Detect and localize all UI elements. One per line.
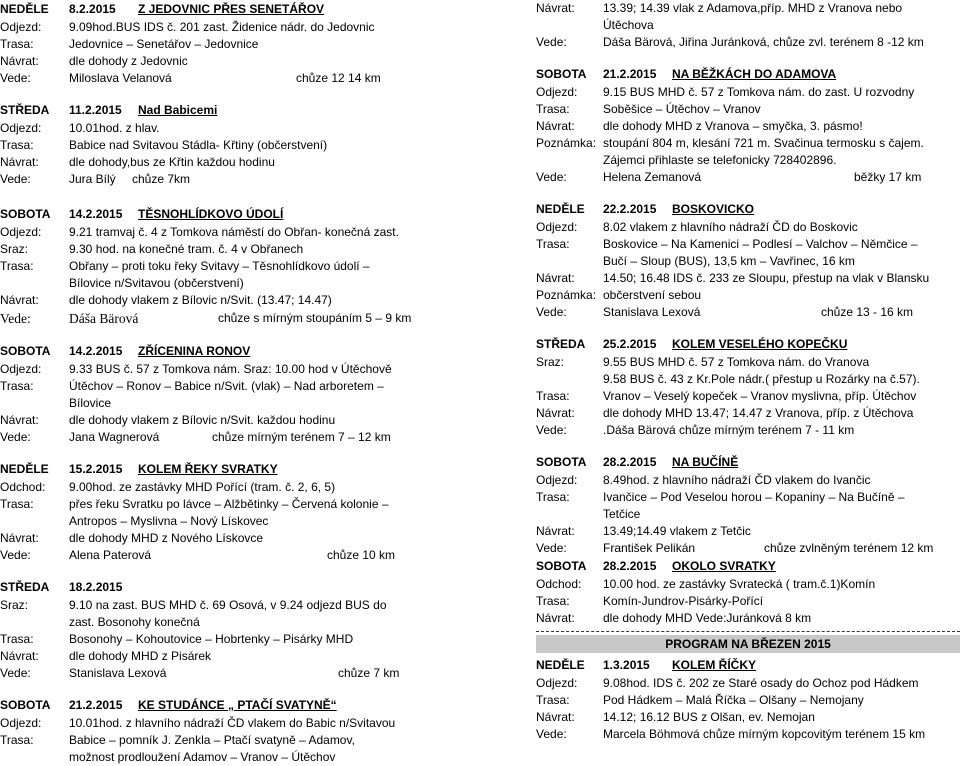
row-value: František Pelikán	[603, 541, 696, 555]
info-row	[536, 506, 960, 523]
row-label: Návrat:	[0, 54, 39, 68]
row-label: Návrat:	[536, 611, 575, 625]
row-distance: chůze zvlněným terénem 12 km	[764, 541, 934, 555]
row-value: 9.00hod. ze zastávky MHD Pořící (tram. č. 2, 6, 5)	[69, 480, 336, 494]
row-label: Odjezd:	[536, 220, 578, 234]
row-label: Odchod:	[0, 480, 46, 494]
event-date: 18.2.2015	[69, 580, 123, 594]
row-value: dle dohody MHD 13.47; 14.47 z Vranova, příp. z Útěchova	[603, 406, 914, 420]
row-value: Tetčice	[603, 507, 641, 521]
row-value: Antropos – Myslivna – Nový Lískovec	[69, 514, 269, 528]
section-header	[536, 557, 960, 576]
event-date: 14.2.2015	[69, 207, 123, 221]
info-row	[536, 354, 960, 371]
section-header	[536, 65, 960, 84]
row-label: Odjezd:	[536, 85, 578, 99]
section-header	[0, 696, 512, 715]
section-s4	[536, 453, 960, 557]
row-value: Bučí – Sloup (BUS), 13,5 km – Vavřinec, 16 km	[603, 254, 855, 268]
row-label: Vede:	[0, 666, 31, 680]
row-label: Vede:	[0, 71, 31, 85]
row-value: Útěchova	[603, 18, 654, 32]
day-name: NEDĚLE	[0, 2, 49, 16]
section-s2	[0, 101, 512, 188]
row-label: Trasa:	[536, 490, 570, 504]
info-row	[536, 709, 960, 726]
info-row	[0, 631, 512, 648]
row-label: Trasa:	[0, 259, 34, 273]
row-label: Sraz:	[536, 355, 565, 369]
info-row	[0, 378, 512, 395]
section-gap	[0, 682, 512, 696]
info-row	[536, 675, 960, 692]
row-value: 10.01hod. z hlav.	[69, 121, 160, 135]
row-value: Dáša Bärová	[69, 311, 139, 326]
info-row	[0, 309, 512, 328]
section-header	[0, 578, 512, 597]
day-name: NEDĚLE	[536, 658, 585, 672]
row-label: Trasa:	[536, 102, 570, 116]
info-row	[0, 732, 512, 749]
row-value: 8.49hod. z hlavního nádraží ČD vlakem do Ivančic	[603, 473, 871, 487]
row-label: Trasa:	[536, 389, 570, 403]
info-row	[536, 287, 960, 304]
row-distance: chůze s mírným stoupáním 5 – 9 km	[218, 311, 412, 325]
row-value: Vranov – Veselý kopeček – Vranov myslivna, příp. Útěchov	[603, 389, 917, 403]
section-gap	[0, 87, 512, 101]
row-value: 9.21 tramvaj č. 4 z Tomkova náměstí do Obřan- konečná zast.	[69, 225, 399, 239]
event-date: 8.2.2015	[69, 2, 116, 16]
row-distance: chůze 7 km	[338, 666, 400, 680]
section-header	[0, 0, 512, 19]
row-value: Ivančice – Pod Veselou horou – Kopaniny – Na Bučíně –	[603, 490, 905, 504]
row-distance: běžky 17 km	[854, 170, 922, 184]
info-row	[536, 0, 960, 17]
day-name: STŘEDA	[536, 337, 586, 351]
row-label: Vede:	[0, 548, 31, 562]
info-row	[0, 292, 512, 309]
day-name: NEDĚLE	[0, 462, 49, 476]
event-date: 22.2.2015	[603, 202, 657, 216]
info-row	[536, 388, 960, 405]
row-value: Obřany – proti toku řeky Svitavy – Těsnohlídkovo údolí –	[69, 259, 370, 273]
section-gap	[536, 321, 960, 335]
event-title: Nad Babicemi	[138, 103, 218, 117]
section-header	[0, 205, 512, 224]
row-label: Návrat:	[536, 710, 575, 724]
row-value: 9.58 BUS č. 43 z Kr.Pole nádr.( přestup u Rozárky na č.57).	[603, 372, 920, 386]
row-value: dle dohody MHD z Nového Lískovce	[69, 531, 264, 545]
row-value: Stanislava Lexová	[603, 305, 701, 319]
info-row	[0, 412, 512, 429]
section-s0	[536, 0, 960, 51]
row-value: občerstvení sebou	[603, 288, 702, 302]
day-name: SOBOTA	[0, 344, 51, 358]
info-row	[0, 36, 512, 53]
row-distance: chůze mírným terénem 7 – 12 km	[212, 430, 391, 444]
row-label: Trasa:	[536, 693, 570, 707]
row-value: 9.10 na zast. BUS MHD č. 69 Osová, v 9.24 odjezd BUS do	[69, 598, 387, 612]
info-row	[0, 53, 512, 70]
section-s3	[536, 335, 960, 439]
section-s3	[0, 205, 512, 328]
row-value: Alena Paterová	[69, 548, 152, 562]
info-row	[536, 270, 960, 287]
info-row	[0, 137, 512, 154]
section-s2	[536, 200, 960, 321]
section-gap	[0, 446, 512, 460]
row-distance: chůze 13 - 16 km	[821, 305, 914, 319]
info-row	[0, 224, 512, 241]
row-label: Sraz:	[0, 598, 29, 612]
info-row	[536, 422, 960, 439]
row-label: Vede:	[536, 423, 567, 437]
row-value: Dáša Bärová, Jiřina Juránková, chůze zvl. terénem 8 -12 km	[603, 35, 924, 49]
row-value: dle dohody MHD z Pisárek	[69, 649, 212, 663]
program-banner: PROGRAM NA BŘEZEN 2015	[536, 635, 960, 653]
section-gap	[536, 439, 960, 453]
row-label: Trasa:	[0, 733, 34, 747]
row-label: Návrat:	[0, 293, 39, 307]
section-s4	[0, 342, 512, 446]
info-row	[536, 489, 960, 506]
row-value: Helena Zemanová	[603, 170, 702, 184]
info-row	[536, 152, 960, 169]
info-row	[536, 118, 960, 135]
row-label: Odjezd:	[0, 716, 42, 730]
row-value: 10.01hod. z hlavního nádraží ČD vlakem do Babic n/Svitavou	[69, 716, 396, 730]
event-title: TĚSNOHLÍDKOVO ÚDOLÍ	[138, 207, 284, 221]
row-value: Zájemci přihlaste se telefonicky 728402896.	[603, 153, 837, 167]
event-date: 14.2.2015	[69, 344, 123, 358]
row-label: Trasa:	[0, 632, 34, 646]
row-value: dle dohody z Jedovnic	[69, 54, 188, 68]
day-name: SOBOTA	[536, 67, 587, 81]
event-title: NA BĚŽKÁCH DO ADAMOVA	[672, 67, 837, 81]
row-value: Jedovnice – Senetářov – Jedovnice	[69, 37, 259, 51]
section-header	[0, 342, 512, 361]
info-row	[0, 749, 512, 766]
row-label: Návrat:	[536, 271, 575, 285]
row-value: zast. Bosonohy konečná	[69, 615, 200, 629]
row-value: Bosonohy – Kohoutovice – Hobrtenky – Pisárky MHD	[69, 632, 354, 646]
row-value: stoupání 804 m, klesání 721 m. Svačinua termosku s čajem.	[603, 136, 924, 150]
row-label: Odjezd:	[536, 473, 578, 487]
event-date: 1.3.2015	[603, 658, 650, 672]
section-s5	[536, 557, 960, 627]
day-name: SOBOTA	[0, 207, 51, 221]
row-label: Vede:	[536, 305, 567, 319]
info-row	[0, 154, 512, 171]
event-date: 11.2.2015	[69, 103, 122, 117]
row-value: Soběšice – Útěchov – Vranov	[603, 102, 761, 116]
row-label: Odjezd:	[0, 362, 42, 376]
row-label: Vede:	[0, 430, 31, 444]
day-name: STŘEDA	[0, 580, 50, 594]
day-name: STŘEDA	[0, 103, 50, 117]
row-label: Poznámka:	[536, 136, 597, 150]
row-value: dle dohody MHD Vede:Juránková 8 km	[603, 611, 812, 625]
row-label: Odjezd:	[0, 20, 42, 34]
info-row	[536, 101, 960, 118]
row-value: 9.09hod.BUS IDS č. 201 zast. Židenice nádr. do Jedovnic	[69, 20, 375, 34]
info-row	[536, 472, 960, 489]
row-value: přes řeku Svratku po lávce – Alžbětinky – Červená kolonie –	[69, 497, 389, 511]
info-row	[536, 253, 960, 270]
info-row	[536, 405, 960, 422]
info-row	[0, 614, 512, 631]
row-value: 9.15 BUS MHD č. 57 z Tomkova nám. do zast. U rozvodny	[603, 85, 915, 99]
row-value: 13.39; 14.39 vlak z Adamova,příp. MHD z Vranova nebo	[603, 1, 903, 15]
info-row	[0, 171, 512, 188]
info-row	[0, 496, 512, 513]
section-gap	[0, 564, 512, 578]
row-label: Návrat:	[536, 1, 575, 15]
row-label: Vede:	[536, 541, 567, 555]
info-row	[536, 726, 960, 743]
row-label: Návrat:	[0, 413, 39, 427]
row-distance: chůze 7km	[132, 172, 191, 186]
section-s7	[0, 696, 512, 766]
info-row	[536, 576, 960, 593]
info-row	[0, 19, 512, 36]
section-header	[536, 200, 960, 219]
section-header	[0, 101, 512, 120]
event-title: KOLEM VESELÉHO KOPEČKU	[672, 337, 848, 351]
event-date: 28.2.2015	[603, 455, 657, 469]
section-gap	[536, 51, 960, 65]
info-row	[0, 395, 512, 412]
row-label: Vede:	[0, 311, 31, 326]
event-title: KOLEM ŘÍČKY	[672, 658, 756, 672]
row-label: Vede:	[536, 170, 567, 184]
row-value: 9.55 BUS MHD č. 57 z Tomkova nám. do Vranova	[603, 355, 870, 369]
info-row	[536, 219, 960, 236]
row-value: dle dohody MHD z Vranova – smyčka, 3. pásmo!	[603, 119, 863, 133]
event-date: 28.2.2015	[603, 559, 657, 573]
info-row	[536, 593, 960, 610]
info-row	[536, 169, 960, 186]
event-title: BOSKOVICKO	[672, 202, 755, 216]
info-row	[536, 371, 960, 388]
info-row	[0, 361, 512, 378]
info-row	[0, 429, 512, 446]
row-label: Odjezd:	[536, 676, 578, 690]
section-header	[536, 335, 960, 354]
row-value: dle dohody vlakem z Bílovic n/Svit. každou hodinu	[69, 413, 336, 427]
row-value: Babice nad Svitavou Stádla- Křtiny (občerstvení)	[69, 138, 328, 152]
event-title: NA BUČÍNĚ	[672, 455, 739, 469]
row-value: 9.33 BUS č. 57 z Tomkova nám. Sraz: 10.00 hod v Útěchově	[69, 362, 392, 376]
row-value: 8.02 vlakem z hlavního nádraží ČD do Boskovic	[603, 220, 858, 234]
section-header	[536, 656, 960, 675]
info-row	[0, 547, 512, 564]
row-value: dle dohody,bus ze Křtin každou hodinu	[69, 155, 275, 169]
row-value: Jura Bílý	[69, 172, 116, 186]
row-value: Bílovice n/Svitavou (občerstvení)	[69, 276, 244, 290]
info-row	[0, 241, 512, 258]
row-label: Návrat:	[536, 406, 575, 420]
dashed-divider	[536, 631, 960, 632]
row-value: Stanislava Lexová	[69, 666, 167, 680]
row-value: 14.50; 16.48 IDS č. 233 ze Sloupu, přestup na vlak v Blansku	[603, 271, 930, 285]
row-label: Vede:	[0, 172, 31, 186]
info-row	[536, 692, 960, 709]
section-s6	[536, 656, 960, 743]
row-label: Vede:	[536, 727, 567, 741]
info-row	[0, 258, 512, 275]
event-title: Z JEDOVNIC PŘES SENETÁŘOV	[138, 2, 325, 16]
row-label: Sraz:	[0, 242, 29, 256]
row-value: 9.08hod. IDS č. 202 ze Staré osady do Ochoz pod Hádkem	[603, 676, 919, 690]
info-row	[536, 34, 960, 51]
info-row	[536, 304, 960, 321]
row-label: Odjezd:	[0, 121, 42, 135]
row-label: Trasa:	[536, 237, 570, 251]
day-name: SOBOTA	[536, 455, 587, 469]
row-value: dle dohody vlakem z Bílovic n/Svit. (13.47; 14.47)	[69, 293, 332, 307]
event-title: OKOLO SVRATKY	[672, 559, 776, 573]
row-value: 13.49;14.49 vlakem z Tetčic	[603, 524, 751, 538]
row-label: Návrat:	[536, 119, 575, 133]
row-value: Babice – pomník J. Zenkla – Ptačí svatyně – Adamov,	[69, 733, 355, 747]
event-title: KOLEM ŘEKY SVRATKY	[138, 462, 278, 476]
info-row	[536, 236, 960, 253]
info-row	[0, 597, 512, 614]
info-row	[0, 120, 512, 137]
row-label: Vede:	[536, 35, 567, 49]
info-row	[536, 17, 960, 34]
event-date: 21.2.2015	[69, 698, 123, 712]
row-label: Návrat:	[0, 531, 39, 545]
day-name: SOBOTA	[536, 559, 587, 573]
row-label: Poznámka:	[536, 288, 597, 302]
event-title: KE STUDÁNCE „ PTAČÍ SVATYNĚ“	[138, 698, 337, 712]
info-row	[536, 540, 960, 557]
info-row	[536, 84, 960, 101]
row-value: Pod Hádkem – Malá Říčka – Olšany – Nemojany	[603, 693, 864, 707]
section-s6	[0, 578, 512, 682]
info-row	[0, 513, 512, 530]
row-value: 10.00 hod. ze zastávky Svratecká ( tram.č.1)Komín	[603, 577, 876, 591]
info-row	[0, 648, 512, 665]
row-value: Boskovice – Na Kamenici – Podlesí – Valchov – Němčice –	[603, 237, 918, 251]
section-gap	[536, 186, 960, 200]
row-label: Trasa:	[0, 379, 34, 393]
info-row	[0, 479, 512, 496]
row-label: Odjezd:	[0, 225, 42, 239]
row-value: Komín-Jundrov-Pisárky-Pořící	[603, 594, 764, 608]
row-value: .Dáša Bärová chůze mírným terénem 7 - 11 km	[603, 423, 855, 437]
row-value: Útěchov – Ronov – Babice n/Svit. (vlak) – Nad arboretem –	[69, 379, 384, 393]
row-value: Bílovice	[69, 396, 112, 410]
row-label: Trasa:	[0, 138, 34, 152]
section-gap	[0, 188, 512, 205]
event-date: 25.2.2015	[603, 337, 657, 351]
day-name: SOBOTA	[0, 698, 51, 712]
info-row	[0, 275, 512, 292]
info-row	[0, 70, 512, 87]
section-gap	[0, 328, 512, 342]
info-row	[536, 135, 960, 152]
right-column	[536, 0, 960, 743]
row-label: Trasa:	[536, 594, 570, 608]
row-value: Miloslava Velanová	[69, 71, 172, 85]
row-label: Odchod:	[536, 577, 582, 591]
info-row	[536, 523, 960, 540]
info-row	[0, 715, 512, 732]
row-label: Návrat:	[0, 155, 39, 169]
section-header	[0, 460, 512, 479]
day-name: NEDĚLE	[536, 202, 585, 216]
row-value: Marcela Böhmová chůze mírným kopcovitým terénem 15 km	[603, 727, 926, 741]
event-title: ZŘÍCENINA RONOV	[138, 344, 251, 358]
section-s1	[0, 0, 512, 87]
row-label: Návrat:	[0, 649, 39, 663]
event-date: 21.2.2015	[603, 67, 657, 81]
row-distance: chůze 12 14 km	[296, 71, 381, 85]
section-header	[536, 453, 960, 472]
event-date: 15.2.2015	[69, 462, 123, 476]
row-label: Trasa:	[0, 497, 34, 511]
row-value: Jana Wagnerová	[69, 430, 160, 444]
row-label: Trasa:	[0, 37, 34, 51]
row-label: Návrat:	[536, 524, 575, 538]
row-value: možnost prodloužení Adamov – Vranov – Útěchov	[69, 750, 336, 764]
info-row	[536, 610, 960, 627]
row-value: 14.12; 16.12 BUS z Olšan, ev. Nemojan	[603, 710, 815, 724]
info-row	[0, 530, 512, 547]
row-value: 9.30 hod. na konečné tram. č. 4 v Obřanech	[69, 242, 304, 256]
section-s5	[0, 460, 512, 564]
row-distance: chůze 10 km	[327, 548, 396, 562]
section-s1	[536, 65, 960, 186]
